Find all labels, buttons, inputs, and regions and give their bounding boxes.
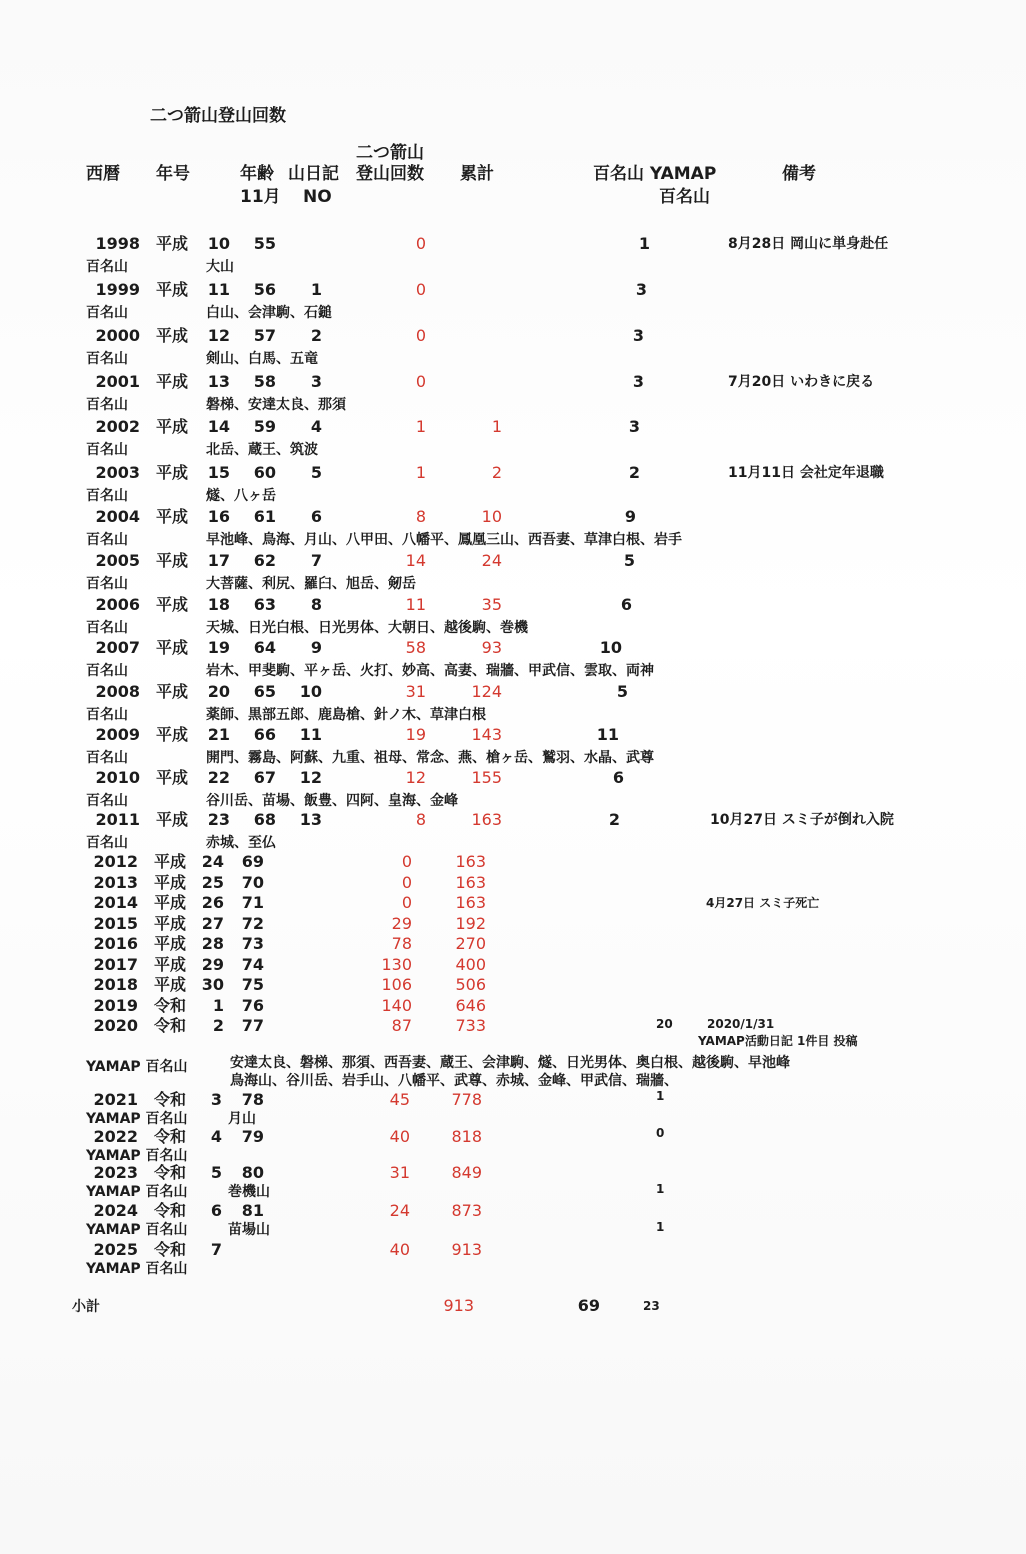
cumulative-cell: 163: [455, 852, 486, 871]
era-year-cell: 3: [210, 1090, 222, 1109]
year-cell: 2008: [95, 682, 140, 701]
mountains-list: 大山: [206, 259, 234, 275]
age-cell: 74: [241, 954, 264, 974]
hyakumeizan-count-cell: 5: [623, 551, 635, 570]
climb-count-cell: 78: [391, 934, 412, 953]
year-cell: 2019: [93, 995, 138, 1015]
yamap-date-2020: 2020/1/31: [707, 1017, 775, 1031]
era-cell: 平成: [156, 725, 189, 744]
era-cell: 平成: [156, 595, 189, 614]
era-cell: 令和: [154, 995, 187, 1015]
mountains-list: 磐梯、安達太良、那須: [206, 397, 346, 413]
yamap-count-2020: 20: [656, 1017, 673, 1031]
remark-2014: 4月27日 スミ子死亡: [706, 896, 820, 910]
cumulative-cell: 733: [455, 1016, 486, 1035]
age-cell: 79: [241, 1127, 264, 1146]
mountains-list: 早池峰、鳥海、月山、八甲田、八幡平、鳳凰三山、西吾妻、草津白根、岩手: [206, 532, 682, 548]
mountains-list: 赤城、至仏: [206, 835, 276, 851]
climb-count-cell: 0: [415, 326, 426, 345]
era-year-cell: 30: [201, 975, 224, 994]
age-cell: 66: [253, 725, 276, 744]
year-cell: 2011: [95, 810, 140, 829]
climb-count-cell: 130: [381, 954, 412, 974]
year-cell: 2023: [93, 1163, 138, 1182]
cumulative-cell: 913: [451, 1240, 482, 1259]
document-title: 二つ箭山登山回数: [150, 106, 286, 126]
cumulative-cell: 646: [455, 995, 486, 1015]
climb-count-cell: 31: [389, 1163, 410, 1182]
climb-count-cell: 8: [415, 810, 426, 829]
year-cell: 2017: [93, 954, 138, 974]
era-cell: 平成: [156, 463, 189, 482]
mountains-list: 開門、霧島、阿蘇、九重、祖母、常念、燕、槍ヶ岳、鷲羽、水晶、武尊: [206, 750, 654, 766]
era-year-cell: 14: [207, 417, 230, 436]
mountains-list: 苗場山: [228, 1222, 270, 1238]
year-cell: 2005: [95, 551, 140, 570]
yamap-count-cell: 1: [656, 1220, 665, 1234]
era-cell: 平成: [154, 852, 187, 871]
hyakumeizan-label: 百名山: [86, 532, 128, 548]
age-cell: 63: [253, 595, 276, 614]
climb-count-cell: 29: [391, 913, 412, 933]
diary-no-cell: 8: [310, 595, 322, 614]
header-nenrei-sub: 11月: [240, 187, 281, 207]
age-cell: 80: [241, 1163, 264, 1182]
hyakumeizan-count-cell: 6: [620, 595, 632, 614]
climb-count-cell: 87: [391, 1016, 412, 1035]
diary-no-cell: 3: [310, 372, 322, 391]
era-year-cell: 23: [207, 810, 230, 829]
climb-count-cell: 40: [389, 1127, 410, 1146]
cumulative-cell: 778: [451, 1090, 482, 1109]
cumulative-cell: 2: [491, 463, 502, 482]
mountains-list: 薬師、黒部五郎、鹿島槍、針ノ木、草津白根: [206, 707, 486, 723]
cumulative-cell: 400: [455, 954, 486, 974]
era-year-cell: 25: [201, 872, 224, 892]
cumulative-cell: 163: [455, 872, 486, 892]
era-year-cell: 2: [212, 1016, 224, 1035]
climb-count-cell: 1: [415, 463, 426, 482]
hyakumeizan-count-cell: 9: [624, 507, 636, 526]
diary-no-cell: 10: [299, 682, 322, 701]
subtotal-label: 小計: [72, 1299, 100, 1315]
climb-count-cell: 8: [415, 507, 426, 526]
remark-cell: 7月20日 いわきに戻る: [728, 374, 875, 390]
year-cell: 1998: [95, 234, 140, 253]
age-cell: 57: [253, 326, 276, 345]
era-cell: 平成: [154, 934, 187, 953]
era-year-cell: 11: [207, 280, 230, 299]
mountains-list: 剣山、白馬、五竜: [206, 351, 318, 367]
cumulative-cell: 818: [451, 1127, 482, 1146]
age-cell: 81: [241, 1201, 264, 1220]
era-year-cell: 15: [207, 463, 230, 482]
era-cell: 平成: [156, 234, 189, 253]
climb-count-cell: 0: [415, 280, 426, 299]
era-cell: 令和: [154, 1163, 187, 1182]
era-cell: 令和: [154, 1240, 187, 1259]
era-cell: 平成: [156, 682, 189, 701]
year-cell: 2009: [95, 725, 140, 744]
mountains-list: 燧、八ヶ岳: [206, 488, 276, 504]
hyakumeizan-label: 百名山: [86, 259, 128, 275]
year-cell: 2006: [95, 595, 140, 614]
era-cell: 平成: [156, 417, 189, 436]
hyakumeizan-label: 百名山: [86, 351, 128, 367]
cumulative-cell: 1: [491, 417, 502, 436]
climb-count-cell: 31: [405, 682, 426, 701]
climb-count-cell: 40: [389, 1240, 410, 1259]
diary-no-cell: 6: [310, 507, 322, 526]
hyakumeizan-count-cell: 3: [632, 326, 644, 345]
year-cell: 2021: [93, 1090, 138, 1109]
era-year-cell: 6: [210, 1201, 222, 1220]
era-year-cell: 12: [207, 326, 230, 345]
cumulative-cell: 35: [481, 595, 502, 614]
header-nengo: 年号: [156, 164, 190, 184]
era-year-cell: 19: [207, 638, 230, 657]
year-cell: 2000: [95, 326, 140, 345]
age-cell: 72: [241, 913, 264, 933]
year-cell: 2020: [93, 1016, 138, 1035]
age-cell: 62: [253, 551, 276, 570]
year-cell: 2014: [93, 893, 138, 912]
age-cell: 61: [253, 507, 276, 526]
era-year-cell: 20: [207, 682, 230, 701]
mountains-list: 天城、日光白根、日光男体、大朝日、越後駒、巻機: [206, 620, 528, 636]
mountains-list: 白山、会津駒、石鎚: [206, 305, 332, 321]
era-cell: 平成: [154, 913, 187, 933]
era-year-cell: 4: [210, 1127, 222, 1146]
header-hyakumeizan-sub: 百名山: [659, 187, 710, 207]
yamap-note-2020: YAMAP活動日記 1件目 投稿: [698, 1034, 858, 1048]
age-cell: 67: [253, 768, 276, 787]
year-cell: 2022: [93, 1127, 138, 1146]
header-seireki: 西暦: [86, 164, 120, 184]
cumulative-cell: 143: [471, 725, 502, 744]
age-cell: 69: [241, 852, 264, 871]
hyakumeizan-label: 百名山: [86, 305, 128, 321]
hyakumeizan-label: 百名山: [86, 663, 128, 679]
hyakumeizan-label: 百名山: [86, 397, 128, 413]
year-cell: 2025: [93, 1240, 138, 1259]
mountains-list: 月山: [228, 1111, 256, 1127]
year-cell: 1999: [95, 280, 140, 299]
age-cell: 73: [241, 934, 264, 953]
hyakumeizan-count-cell: 1: [638, 234, 650, 253]
hyakumeizan-count-cell: 5: [616, 682, 628, 701]
hyakumeizan-label: 百名山: [86, 835, 128, 851]
era-cell: 令和: [154, 1016, 187, 1035]
year-cell: 2015: [93, 913, 138, 933]
climb-count-cell: 140: [381, 995, 412, 1015]
era-cell: 令和: [154, 1090, 187, 1109]
header-yamanikki-sub: NO: [303, 187, 332, 207]
climb-count-cell: 24: [389, 1201, 410, 1220]
climb-count-cell: 0: [401, 852, 412, 871]
age-cell: 78: [241, 1090, 264, 1109]
cumulative-cell: 93: [481, 638, 502, 657]
climb-count-cell: 19: [405, 725, 426, 744]
hyakumeizan-count-cell: 6: [612, 768, 624, 787]
year-cell: 2001: [95, 372, 140, 391]
climb-count-cell: 45: [389, 1090, 410, 1109]
age-cell: 75: [241, 975, 264, 994]
yamap-count-cell: 1: [656, 1089, 665, 1103]
climb-count-cell: 14: [405, 551, 426, 570]
diary-no-cell: 2: [310, 326, 322, 345]
yamap-count-cell: 1: [656, 1182, 665, 1196]
year-cell: 2010: [95, 768, 140, 787]
hyakumeizan-label: 百名山: [86, 793, 128, 809]
yamap-label: YAMAP 百名山: [86, 1184, 188, 1200]
hyakumeizan-count-cell: 2: [608, 810, 620, 829]
age-cell: 77: [241, 1016, 264, 1035]
year-cell: 2013: [93, 872, 138, 892]
cumulative-cell: 163: [455, 893, 486, 912]
era-cell: 令和: [154, 1127, 187, 1146]
climb-count-cell: 12: [405, 768, 426, 787]
hyakumeizan-label: 百名山: [86, 442, 128, 458]
hyakumeizan-label: 百名山: [86, 620, 128, 636]
cumulative-cell: 10: [481, 507, 502, 526]
diary-no-cell: 1: [310, 280, 322, 299]
cumulative-cell: 873: [451, 1201, 482, 1220]
age-cell: 64: [253, 638, 276, 657]
era-year-cell: 26: [201, 893, 224, 912]
cumulative-cell: 24: [481, 551, 502, 570]
diary-no-cell: 9: [310, 638, 322, 657]
era-cell: 平成: [154, 893, 187, 912]
hyakumeizan-count-cell: 3: [632, 372, 644, 391]
cumulative-cell: 506: [455, 975, 486, 994]
cumulative-cell: 849: [451, 1163, 482, 1182]
age-cell: 71: [241, 893, 264, 912]
mountains-list: 谷川岳、苗場、飯豊、四阿、皇海、金峰: [206, 793, 458, 809]
cumulative-cell: 163: [471, 810, 502, 829]
era-year-cell: 27: [201, 913, 224, 933]
hyakumeizan-count-cell: 11: [596, 725, 619, 744]
era-cell: 令和: [154, 1201, 187, 1220]
yamap-mountains-2020-line1: 安達太良、磐梯、那須、西吾妻、蔵王、会津駒、燧、日光男体、奥白根、越後駒、早池峰: [230, 1055, 790, 1071]
hyakumeizan-label: 百名山: [86, 576, 128, 592]
era-year-cell: 10: [207, 234, 230, 253]
diary-no-cell: 11: [299, 725, 322, 744]
yamap-label: YAMAP 百名山: [86, 1111, 188, 1127]
cumulative-cell: 155: [471, 768, 502, 787]
year-cell: 2018: [93, 975, 138, 994]
era-year-cell: 22: [207, 768, 230, 787]
cumulative-cell: 270: [455, 934, 486, 953]
climb-count-cell: 0: [401, 872, 412, 892]
era-cell: 平成: [156, 551, 189, 570]
age-cell: 56: [253, 280, 276, 299]
era-year-cell: 18: [207, 595, 230, 614]
age-cell: 60: [253, 463, 276, 482]
hyakumeizan-label: 百名山: [86, 488, 128, 504]
header-ruikei: 累計: [460, 164, 494, 184]
cumulative-cell: 192: [455, 913, 486, 933]
era-cell: 平成: [156, 280, 189, 299]
diary-no-cell: 12: [299, 768, 322, 787]
diary-no-cell: 5: [310, 463, 322, 482]
climb-count-cell: 0: [415, 372, 426, 391]
age-cell: 58: [253, 372, 276, 391]
era-year-cell: 13: [207, 372, 230, 391]
hyakumeizan-label: 百名山: [86, 750, 128, 766]
climb-count-cell: 1: [415, 417, 426, 436]
age-cell: 55: [253, 234, 276, 253]
year-cell: 2024: [93, 1201, 138, 1220]
age-cell: 70: [241, 872, 264, 892]
year-cell: 2007: [95, 638, 140, 657]
era-year-cell: 28: [201, 934, 224, 953]
era-cell: 平成: [154, 872, 187, 892]
climb-count-cell: 106: [381, 975, 412, 994]
mountains-list: 大菩薩、利尻、羅臼、旭岳、剱岳: [206, 576, 416, 592]
age-cell: 76: [241, 995, 264, 1015]
era-year-cell: 24: [201, 852, 224, 871]
hyakumeizan-label: 百名山: [86, 707, 128, 723]
era-year-cell: 17: [207, 551, 230, 570]
cumulative-cell: 124: [471, 682, 502, 701]
yamap-label-2020: YAMAP 百名山: [86, 1059, 188, 1075]
hyakumeizan-count-cell: 3: [635, 280, 647, 299]
mountains-list: 岩木、甲斐駒、平ヶ岳、火打、妙高、高妻、瑞牆、甲武信、雲取、両神: [206, 663, 654, 679]
age-cell: 65: [253, 682, 276, 701]
hyakumeizan-count-cell: 10: [599, 638, 622, 657]
era-cell: 平成: [156, 638, 189, 657]
mountains-list: 北岳、蔵王、筑波: [206, 442, 318, 458]
era-year-cell: 5: [210, 1163, 222, 1182]
climb-count-cell: 11: [405, 595, 426, 614]
era-cell: 平成: [156, 768, 189, 787]
header-yamanikki: 山日記: [288, 164, 339, 184]
subtotal-cumulative: 913: [443, 1296, 474, 1315]
yamap-count-cell: 0: [656, 1126, 665, 1140]
subtotal-yamap: 23: [643, 1299, 660, 1313]
year-cell: 2012: [93, 852, 138, 871]
hyakumeizan-count-cell: 2: [628, 463, 640, 482]
era-year-cell: 1: [212, 995, 224, 1015]
year-cell: 2003: [95, 463, 140, 482]
year-cell: 2004: [95, 507, 140, 526]
remark-cell: 11月11日 会社定年退職: [728, 465, 884, 481]
age-cell: 68: [253, 810, 276, 829]
climb-count-cell: 0: [415, 234, 426, 253]
mountains-list: 巻機山: [228, 1184, 270, 1200]
era-year-cell: 29: [201, 954, 224, 974]
diary-no-cell: 4: [310, 417, 322, 436]
era-cell: 平成: [156, 810, 189, 829]
era-cell: 平成: [156, 372, 189, 391]
era-cell: 平成: [154, 954, 187, 974]
year-cell: 2002: [95, 417, 140, 436]
yamap-label: YAMAP 百名山: [86, 1148, 188, 1164]
header-tozan-kaisu: 登山回数: [356, 164, 424, 184]
year-cell: 2016: [93, 934, 138, 953]
header-hyakumeizan-yamap: 百名山 YAMAP: [593, 164, 717, 184]
diary-no-cell: 13: [299, 810, 322, 829]
era-year-cell: 21: [207, 725, 230, 744]
remark-cell: 8月28日 岡山に単身赴任: [728, 236, 889, 252]
header-futatsuyayama: 二つ箭山: [356, 143, 424, 163]
climb-count-cell: 0: [401, 893, 412, 912]
era-year-cell: 7: [210, 1240, 222, 1259]
yamap-mountains-2020-line2: 鳥海山、谷川岳、岩手山、八幡平、武尊、赤城、金峰、甲武信、瑞牆、: [230, 1073, 678, 1089]
header-biko: 備考: [782, 164, 816, 184]
climb-count-cell: 58: [405, 638, 426, 657]
yamap-label: YAMAP 百名山: [86, 1261, 188, 1277]
header-nenrei: 年齢: [240, 164, 274, 184]
diary-no-cell: 7: [310, 551, 322, 570]
remark-cell: 10月27日 スミ子が倒れ入院: [710, 812, 894, 828]
era-year-cell: 16: [207, 507, 230, 526]
subtotal-hyakumeizan: 69: [577, 1296, 600, 1315]
yamap-label: YAMAP 百名山: [86, 1222, 188, 1238]
age-cell: 59: [253, 417, 276, 436]
era-cell: 平成: [156, 507, 189, 526]
era-cell: 平成: [154, 975, 187, 994]
hyakumeizan-count-cell: 3: [628, 417, 640, 436]
era-cell: 平成: [156, 326, 189, 345]
